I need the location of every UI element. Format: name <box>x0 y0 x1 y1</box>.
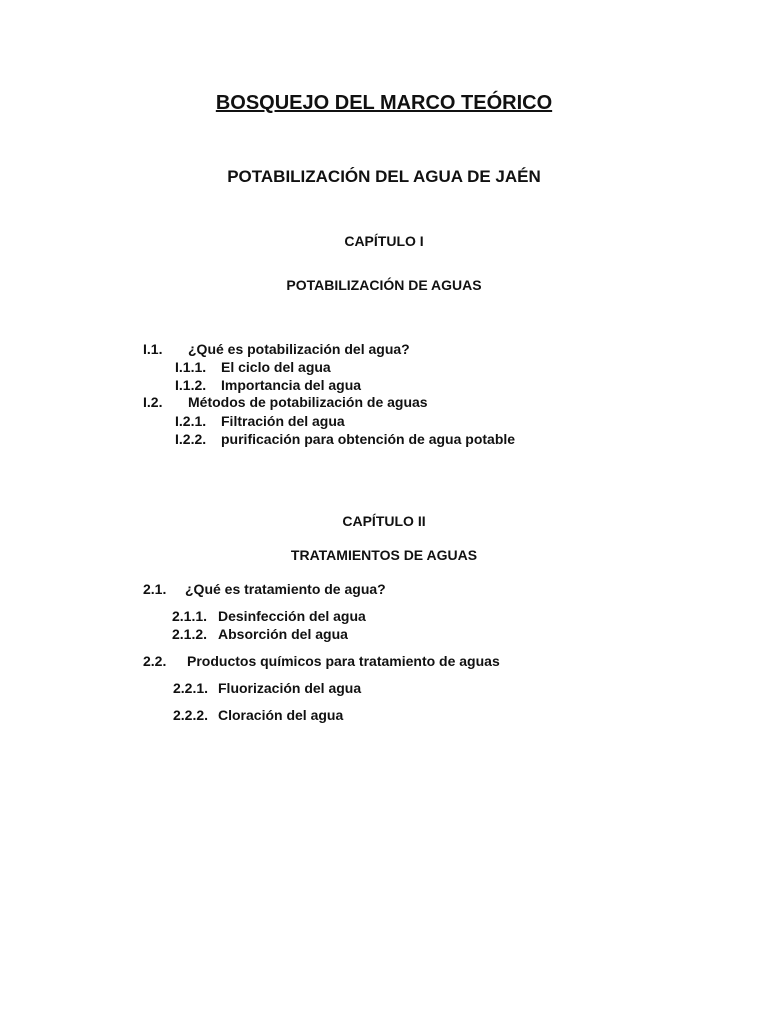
document-subtitle: POTABILIZACIÓN DEL AGUA DE JAÉN <box>227 167 541 186</box>
outline-text: Cloración del agua <box>218 707 344 723</box>
outline-text: Absorción del agua <box>218 626 348 642</box>
chapter-2-label: CAPÍTULO II <box>342 513 426 529</box>
outline-number: I.1.2. <box>175 377 207 393</box>
outline-number: I.2.2. <box>175 431 207 447</box>
outline-text: Desinfección del agua <box>218 608 366 624</box>
outline-number: 2.1.2. <box>172 626 208 642</box>
chapter-2-title: TRATAMIENTOS DE AGUAS <box>290 547 478 563</box>
main-title: BOSQUEJO DEL MARCO TEÓRICO <box>215 92 553 114</box>
outline-number: 2.2.1. <box>173 680 209 696</box>
outline-number: 2.1. <box>143 581 167 597</box>
outline-number: 2.1.1. <box>172 608 208 624</box>
outline-text: Métodos de potabilización de aguas <box>188 394 428 410</box>
outline-number: 2.2.2. <box>173 707 209 723</box>
outline-text: purificación para obtención de agua potable <box>221 431 516 447</box>
outline-text: Productos químicos para tratamiento de aguas <box>187 653 500 669</box>
outline-number: 2.2. <box>143 653 167 669</box>
outline-number: I.1.1. <box>175 359 207 375</box>
outline-number: I.2. <box>143 394 163 410</box>
outline-text: Importancia del agua <box>221 377 362 393</box>
outline-number: I.2.1. <box>175 413 207 429</box>
chapter-1-title: POTABILIZACIÓN DE AGUAS <box>286 277 482 293</box>
outline-number: I.1. <box>143 341 163 357</box>
outline-text: ¿Qué es tratamiento de agua? <box>185 581 386 597</box>
outline-text: El ciclo del agua <box>221 359 331 375</box>
outline-text: Fluorización del agua <box>218 680 362 696</box>
outline-text: ¿Qué es potabilización del agua? <box>188 341 410 357</box>
outline-text: Filtración del agua <box>221 413 345 429</box>
chapter-1-label: CAPÍTULO I <box>344 233 424 249</box>
